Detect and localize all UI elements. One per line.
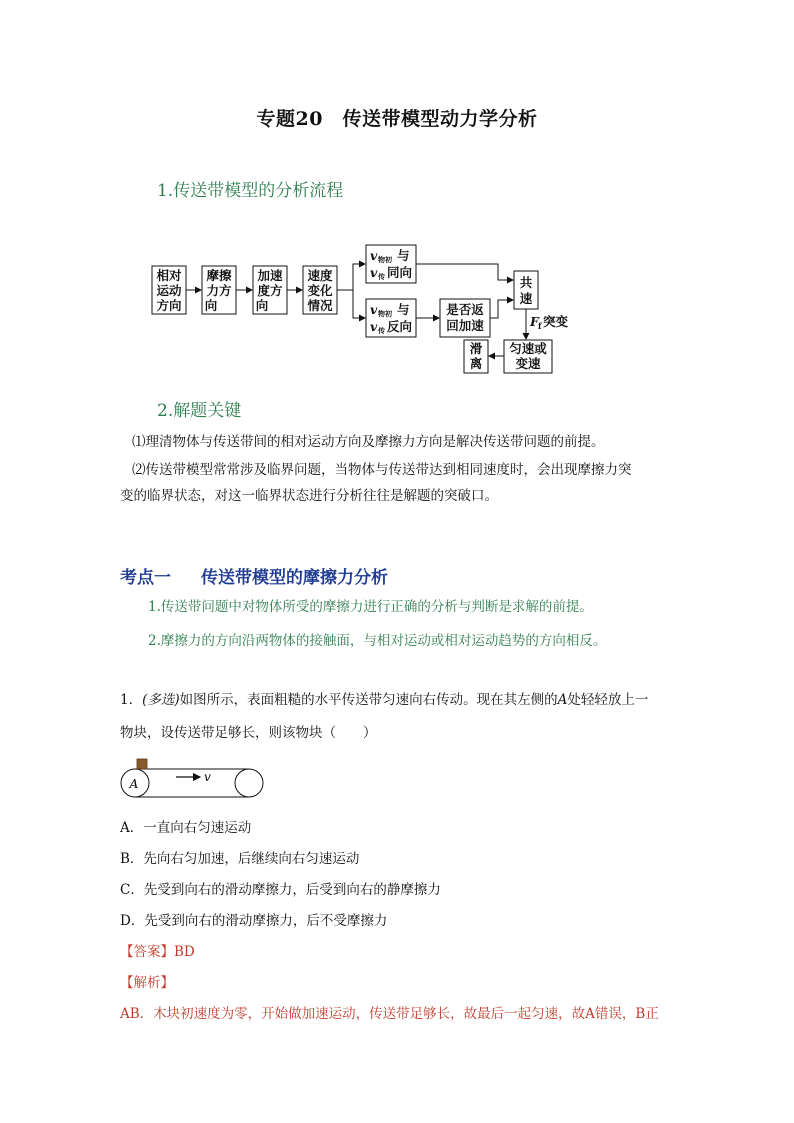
flow-box4-line1: 速度 [307, 268, 333, 283]
flow-box2-line1: 摩擦 [206, 268, 232, 283]
flow-ff-sub: f [538, 321, 542, 331]
flow-box2-line2: 力方 [206, 283, 232, 298]
flow-opp-line2: 反向 [387, 319, 413, 334]
flow-box3-line2: 度方 [257, 283, 283, 298]
note-2: 2.摩擦力的方向沿两物体的接触面，与相对运动或相对运动趋势的方向相反。 [148, 633, 607, 649]
flow-slide-line1: 滑 [469, 341, 483, 356]
note-1: 1.传送带问题中对物体所受的摩擦力进行正确的分析与判断是求解的前提。 [148, 599, 593, 615]
flow-opp-sub1: 物初 [378, 309, 392, 318]
answer-label: 【答案】 [120, 944, 174, 960]
answer-value: BD [174, 944, 195, 960]
section-heading-flow: 1.传送带模型的分析流程 [157, 181, 344, 201]
flow-uniform-line2: 变速 [515, 356, 541, 371]
flow-ff-f: F [530, 314, 539, 329]
question-number: 1． [120, 692, 143, 708]
flow-common-line1: 共 [519, 275, 533, 290]
flow-box4-line3: 情况 [307, 298, 333, 313]
flow-box3-line1: 加速 [257, 268, 283, 283]
key-point-2a: ⑵传送带模型常常涉及临界问题，当物体与传送带达到相同速度时，会出现摩擦力突 [132, 462, 632, 478]
flow-common-line2: 速 [519, 291, 533, 306]
flow-same-sub2: 传 [378, 272, 385, 281]
question-text-1b: 处轻轻放上一 [567, 692, 649, 708]
flow-same-v1: v [370, 248, 378, 263]
flow-same-v2: v [370, 265, 378, 280]
flow-box4-line2: 变化 [307, 283, 333, 298]
option-a: A．一直向右匀速运动 [120, 820, 252, 836]
flow-opp-v2: v [370, 319, 378, 334]
flow-back-line2: 回加速 [446, 318, 484, 333]
flow-same-line2: 同向 [387, 265, 413, 280]
option-d: D．先受到向右的滑动摩擦力，后不受摩擦力 [120, 913, 388, 929]
flow-box1-line1: 相对 [156, 268, 182, 283]
question-line-2: 物块，设传送带足够长，则该物块（ ） [120, 725, 377, 741]
flow-same-line1: 与 [397, 248, 410, 263]
page-title: 专题20 传送带模型动力学分析 [256, 108, 538, 130]
section-heading-key: 2.解题关键 [157, 401, 242, 421]
question-point-a: A [557, 692, 568, 708]
figure-label-a: A [129, 777, 139, 791]
flow-diagram [148, 240, 588, 380]
conveyor-figure [118, 758, 268, 804]
flow-box1-line2: 运动 [156, 283, 182, 298]
question-text-1: 如图所示，表面粗糙的水平传送带匀速向右传动。现在其左侧的 [179, 692, 558, 708]
flow-uniform-line1: 匀速或 [509, 341, 547, 356]
key-point-2b: 变的临界状态，对这一临界状态进行分析往往是解题的突破口。 [120, 488, 498, 504]
flow-opp-line1: 与 [397, 302, 410, 317]
flow-same-sub1: 物初 [378, 255, 392, 264]
analysis-label: 【解析】 [120, 975, 174, 991]
kaodian-text: 传送带模型的摩擦力分析 [201, 568, 388, 588]
question-1 [120, 684, 680, 750]
flow-box1-line3: 方向 [156, 298, 182, 313]
answer-line [120, 940, 195, 960]
flow-ff-text: 突变 [543, 314, 569, 329]
flow-box2-line3: 向 [204, 298, 218, 313]
flow-opp-v1: v [370, 302, 378, 317]
question-tag: (多选) [142, 692, 180, 708]
flow-slide-line2: 离 [469, 356, 483, 371]
option-b: B．先向右匀加速，后继续向右匀速运动 [120, 851, 360, 867]
key-point-1: ⑴理清物体与传送带间的相对运动方向及摩擦力方向是解决传送带问题的前提。 [132, 434, 605, 450]
flow-opp-sub2: 传 [378, 326, 385, 335]
kaodian-label: 考点一 [120, 568, 171, 588]
analysis-text: AB．木块初速度为零，开始做加速运动，传送带足够长，故最后一起匀速，故A错误，B正 [120, 1006, 659, 1022]
flow-box3-line3: 向 [255, 298, 269, 313]
option-c: C．先受到向右的滑动摩擦力，后受到向右的静摩擦力 [120, 882, 441, 898]
figure-label-v: v [204, 770, 211, 784]
flow-back-line1: 是否返 [446, 302, 484, 317]
kaodian-heading [120, 563, 388, 588]
question-line-1 [120, 684, 680, 717]
block-icon [137, 759, 147, 769]
